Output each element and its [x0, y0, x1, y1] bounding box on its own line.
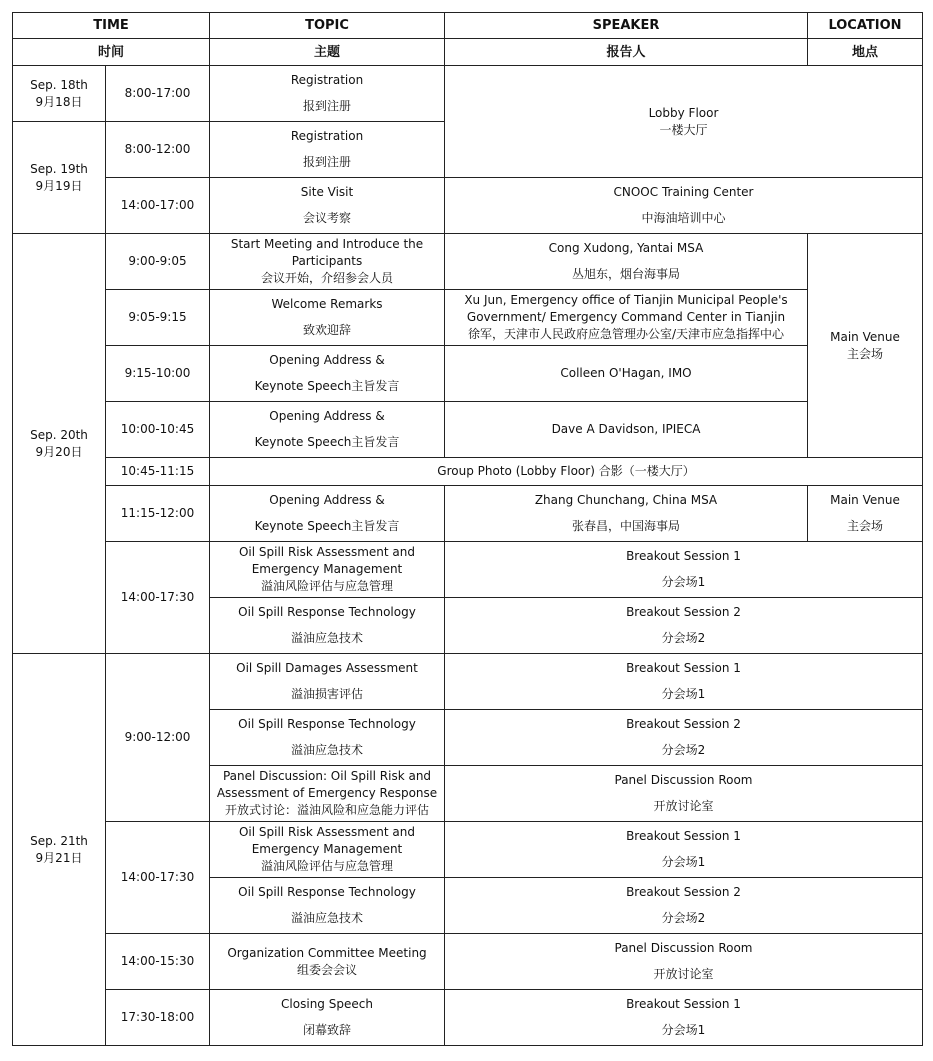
topic-cell: Organization Committee Meeting 组委会会议 [210, 934, 445, 990]
speaker-cell: Panel Discussion Room 开放讨论室 [445, 766, 923, 822]
topic-header: TOPIC [210, 13, 445, 39]
speaker-header-cn: 报告人 [445, 39, 808, 66]
topic-cell: Oil Spill Response Technology 溢油应急技术 [210, 598, 445, 654]
topic-cell: Opening Address & Keynote Speech主旨发言 [210, 346, 445, 402]
topic-cell: Oil Spill Response Technology 溢油应急技术 [210, 878, 445, 934]
time-cell: 14:00-15:30 [106, 934, 210, 990]
speaker-cell: Breakout Session 2 分会场2 [445, 878, 923, 934]
topic-cell: Oil Spill Response Technology 溢油应急技术 [210, 710, 445, 766]
header-row-cn [13, 39, 923, 66]
topic-cell: Oil Spill Damages Assessment 溢油损害评估 [210, 654, 445, 710]
topic-cell: Oil Spill Risk Assessment and Emergency Management 溢油风险评估与应急管理 [210, 822, 445, 878]
topic-cell: Opening Address & Keynote Speech主旨发言 [210, 402, 445, 458]
speaker-cell: Zhang Chunchang, China MSA 张春昌，中国海事局 [445, 486, 808, 542]
topic-header-cn: 主题 [210, 39, 445, 66]
speaker-header: SPEAKER [445, 13, 808, 39]
group-photo-cell: Group Photo (Lobby Floor) 合影（一楼大厅） [210, 458, 923, 486]
speaker-cell: Colleen O'Hagan, IMO [445, 346, 808, 402]
topic-cell: Oil Spill Risk Assessment and Emergency Management 溢油风险评估与应急管理 [210, 542, 445, 598]
speaker-cell: Dave A Davidson, IPIECA [445, 402, 808, 458]
topic-cell: Welcome Remarks 致欢迎辞 [210, 290, 445, 346]
location-header-cn: 地点 [808, 39, 923, 66]
topic-cell: Registration 报到注册 [210, 122, 445, 178]
speaker-cell: Panel Discussion Room 开放讨论室 [445, 934, 923, 990]
table-row [13, 990, 923, 1046]
time-cell: 17:30-18:00 [106, 990, 210, 1046]
speaker-cell: Xu Jun, Emergency office of Tianjin Municipal People's Government/ Emergency Command Center in Tianjin 徐军，天津市人民政府应急管理办公室/天津市应急指挥中心 [445, 290, 808, 346]
speaker-cell: Cong Xudong, Yantai MSA 丛旭东，烟台海事局 [445, 234, 808, 290]
time-cell: 9:15-10:00 [106, 346, 210, 402]
date-cell: Sep. 21th 9月21日 [13, 654, 106, 1046]
location-cell: Main Venue 主会场 [808, 234, 923, 458]
table-row [13, 290, 923, 346]
topic-cell: Site Visit 会议考察 [210, 178, 445, 234]
table-row [13, 458, 923, 486]
speaker-cell: CNOOC Training Center 中海油培训中心 [445, 178, 923, 234]
table-row [13, 486, 923, 542]
table-row [13, 234, 923, 290]
table-row [13, 542, 923, 598]
topic-cell: Opening Address & Keynote Speech主旨发言 [210, 486, 445, 542]
speaker-cell: Breakout Session 1 分会场1 [445, 990, 923, 1046]
table-row [13, 346, 923, 402]
speaker-cell: Breakout Session 2 分会场2 [445, 598, 923, 654]
table-row [13, 654, 923, 710]
time-cell: 9:05-9:15 [106, 290, 210, 346]
speaker-cell: Breakout Session 1 分会场1 [445, 542, 923, 598]
time-header-cn: 时间 [13, 39, 210, 66]
time-cell: 8:00-17:00 [106, 66, 210, 122]
date-cell: Sep. 20th 9月20日 [13, 234, 106, 654]
time-cell: 14:00-17:30 [106, 822, 210, 934]
topic-cell: Start Meeting and Introduce the Participants 会议开始，介绍参会人员 [210, 234, 445, 290]
table-row [13, 402, 923, 458]
topic-cell: Closing Speech 闭幕致辞 [210, 990, 445, 1046]
table-row [13, 66, 923, 122]
time-cell: 14:00-17:30 [106, 542, 210, 654]
date-cell: Sep. 19th 9月19日 [13, 122, 106, 234]
topic-cell: Registration 报到注册 [210, 66, 445, 122]
location-header: LOCATION [808, 13, 923, 39]
time-cell: 8:00-12:00 [106, 122, 210, 178]
location-lobby-cell: Lobby Floor 一楼大厅 [445, 66, 923, 178]
time-cell: 10:00-10:45 [106, 402, 210, 458]
time-header: TIME [13, 13, 210, 39]
time-cell: 14:00-17:00 [106, 178, 210, 234]
speaker-cell: Breakout Session 1 分会场1 [445, 654, 923, 710]
location-cell: Main Venue 主会场 [808, 486, 923, 542]
speaker-cell: Breakout Session 2 分会场2 [445, 710, 923, 766]
table-row [13, 934, 923, 990]
time-cell: 11:15-12:00 [106, 486, 210, 542]
table-row [13, 178, 923, 234]
agenda-table [12, 12, 923, 1046]
date-cell: Sep. 18th 9月18日 [13, 66, 106, 122]
topic-cell: Panel Discussion: Oil Spill Risk and Assessment of Emergency Response 开放式讨论：溢油风险和应急能力评估 [210, 766, 445, 822]
speaker-cell: Breakout Session 1 分会场1 [445, 822, 923, 878]
header-row-en [13, 13, 923, 39]
time-cell: 10:45-11:15 [106, 458, 210, 486]
time-cell: 9:00-9:05 [106, 234, 210, 290]
time-cell: 9:00-12:00 [106, 654, 210, 822]
table-row [13, 822, 923, 878]
